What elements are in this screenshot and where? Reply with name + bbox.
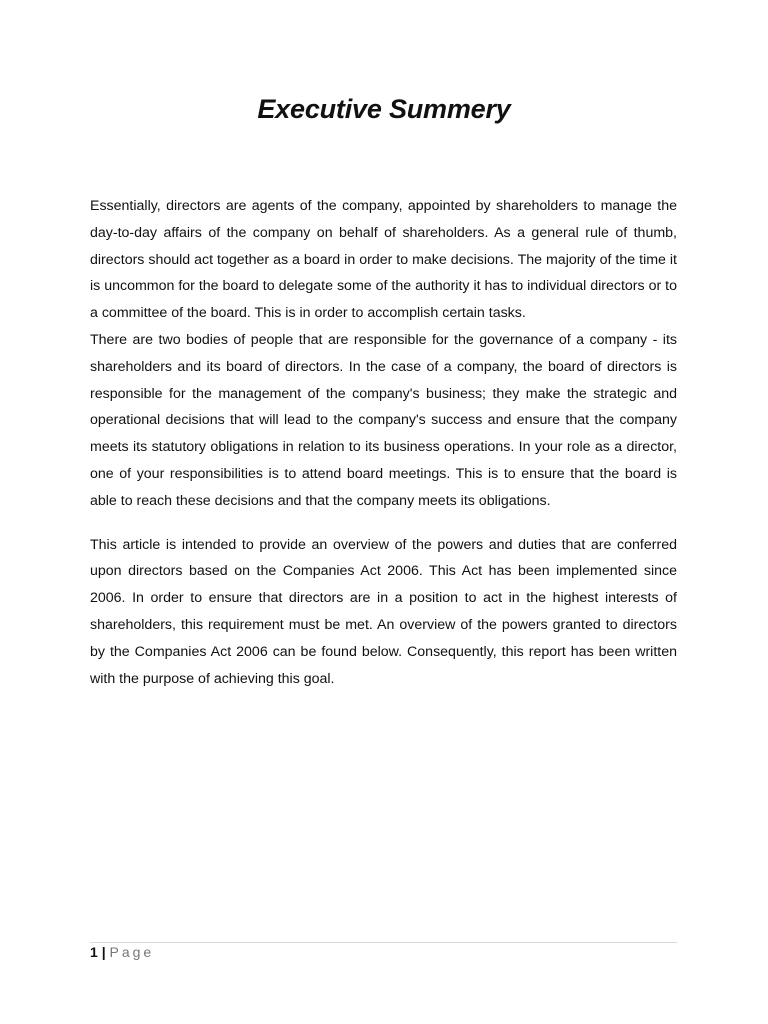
footer-separator: | [101,944,106,960]
paragraph-1: Essentially, directors are agents of the company, appointed by shareholders to manage the day-to-day affairs of the company on behalf of shareholders. As a general rule of thumb, directors should act together as a board in order to make decisions. The majority of the time it is uncommon for the board to delegate some of the authority it has to individual directors or to a committee of the board. This is in order to accomplish certain tasks. [90,198,677,322]
page-title: Executive Summery [257,94,511,124]
page-footer [90,944,154,960]
paragraph-2: There are two bodies of people that are responsible for the governance of a company - its shareholders and its board of directors. In the case of a company, the board of directors is responsible for the management of the company's business; they make the strategic and operational decisions that will lead to the company's success and ensure that the company meets its statutory obligations in relation to its business operations. In your role as a director, one of your responsibilities is to attend board meetings. This is to ensure that the board is able to reach these decisions and that the company meets its obligations. [90,331,677,509]
document-body [90,193,677,692]
page-label: Page [109,944,155,960]
paragraph-3: This article is intended to provide an overview of the powers and duties that are conferred upon directors based on the Companies Act 2006. This Act has been implemented since 2006. In order to ensure that directors are in a position to act in the highest interests of shareholders, this requirement must be met. An overview of the powers granted to directors by the Companies Act 2006 can be found below. Consequently, this report has been written with the purpose of achieving this goal. [90,536,677,687]
footer-divider [90,942,677,943]
page-number: 1 [90,944,98,960]
